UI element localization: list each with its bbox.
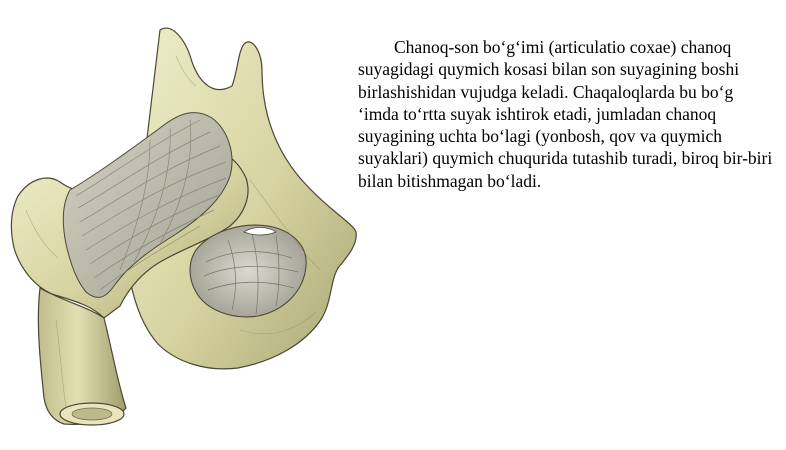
body-paragraph: Chanoq-son bo‘g‘imi (articulatio coxae) chanoq suyagidagi quymich kosasi bilan son suyagining boshi birlashishidan vujudga keladi. Chaqaloqlarda bu bo‘g ‘imda to‘rtta suyak ishtirok etadi, jumladan chanoq suyagining uchta bo‘lagi (yonbosh, qov va quymich suyaklari) quymich chuqurida tutashib turadi, biroq bir-biri bilan bitishmagan bo‘ladi. (358, 37, 773, 191)
femur-marrow-cavity (72, 408, 112, 420)
hip-joint-illustration (0, 0, 360, 450)
